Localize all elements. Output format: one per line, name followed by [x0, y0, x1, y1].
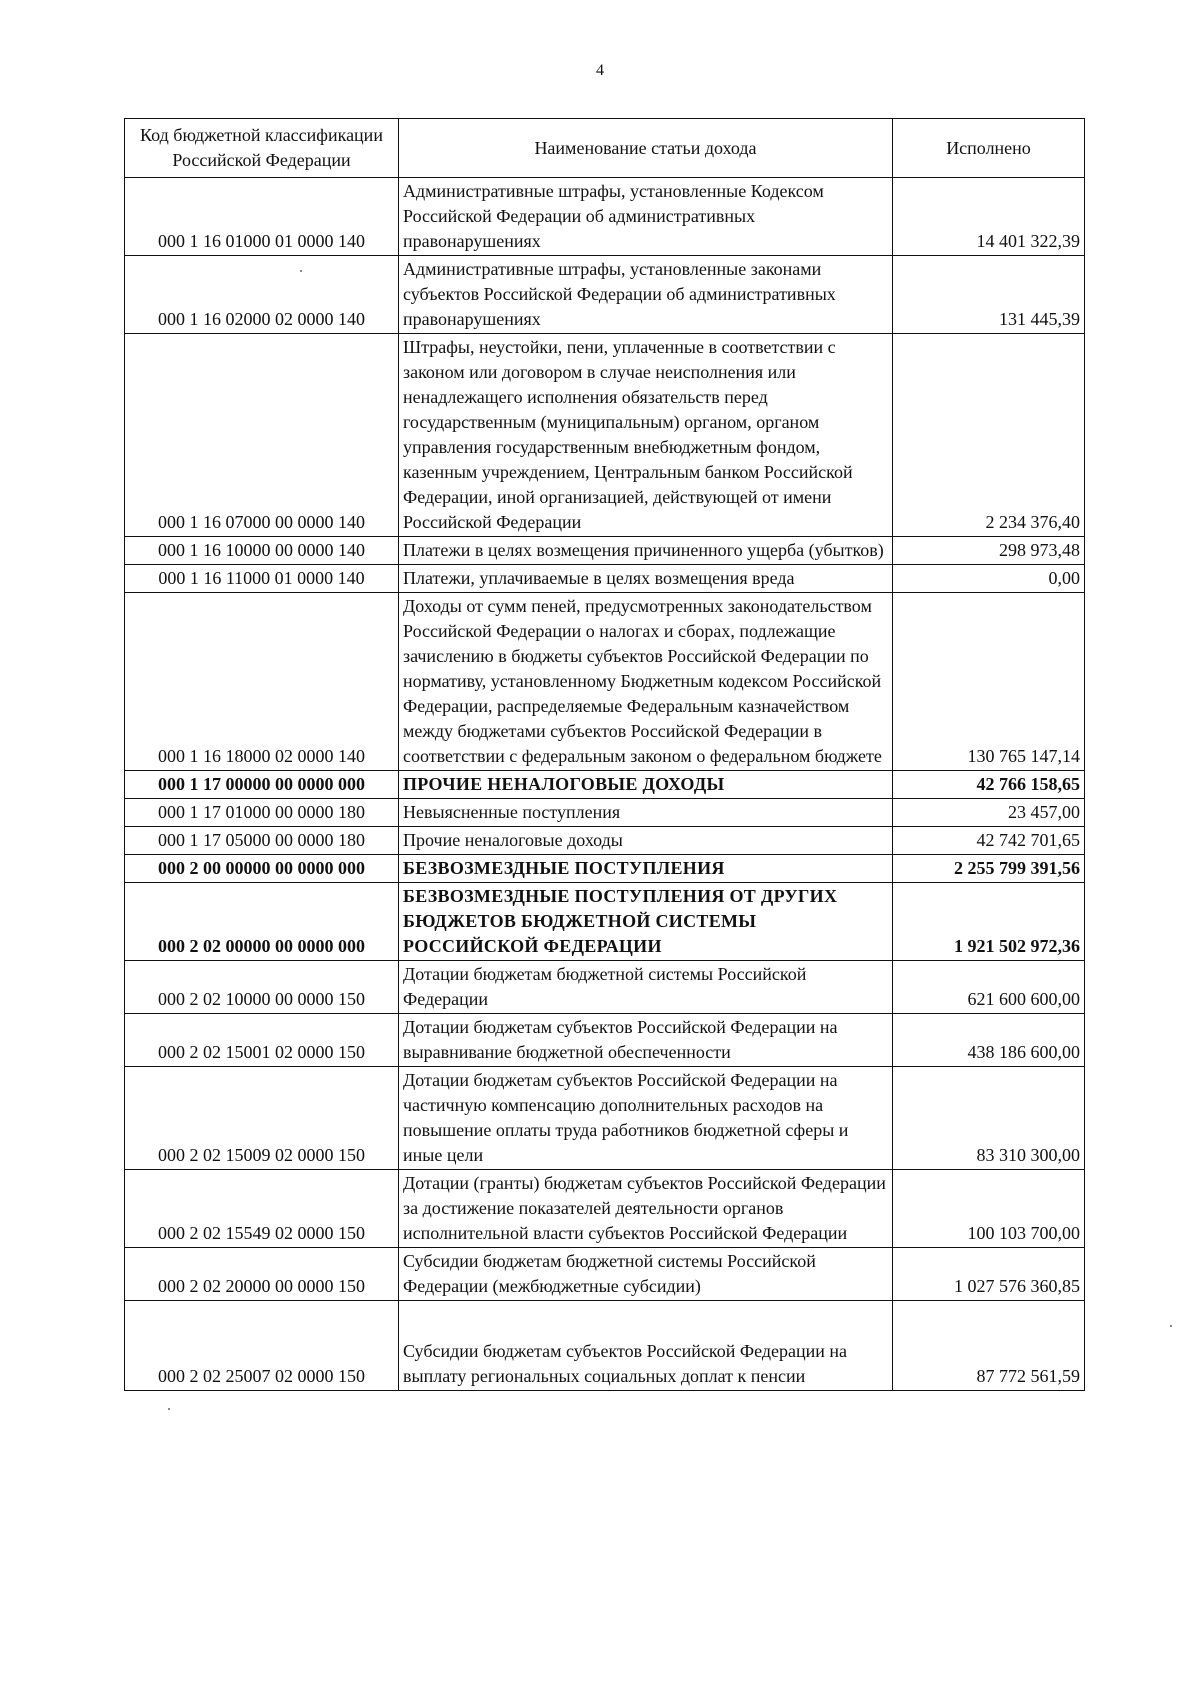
row-amount: 42 766 158,65	[893, 771, 1085, 799]
row-name: БЕЗВОЗМЕЗДНЫЕ ПОСТУПЛЕНИЯ	[399, 855, 893, 883]
row-name: Дотации бюджетам субъектов Российской Федерации на частичную компенсацию дополнительных расходов на повышение оплаты труда работников бюджетной сферы и иные цели	[399, 1067, 893, 1170]
row-amount: 621 600 600,00	[893, 961, 1085, 1014]
table-row	[125, 1014, 1085, 1067]
row-code: 000 2 00 00000 00 0000 000	[125, 855, 399, 883]
table-row	[125, 565, 1085, 593]
row-name: БЕЗВОЗМЕЗДНЫЕ ПОСТУПЛЕНИЯ ОТ ДРУГИХ БЮДЖЕТОВ БЮДЖЕТНОЙ СИСТЕМЫ РОССИЙСКОЙ ФЕДЕРАЦИИ	[399, 883, 893, 961]
row-amount: 2 255 799 391,56	[893, 855, 1085, 883]
row-amount: 130 765 147,14	[893, 593, 1085, 771]
row-name: Субсидии бюджетам субъектов Российской Федерации на выплату региональных социальных доплат к пенсии	[399, 1301, 893, 1391]
row-code: 000 2 02 15549 02 0000 150	[125, 1170, 399, 1248]
table-row	[125, 1301, 1085, 1391]
row-name: Субсидии бюджетам бюджетной системы Российской Федерации (межбюджетные субсидии)	[399, 1248, 893, 1301]
row-amount: 0,00	[893, 565, 1085, 593]
table-row	[125, 827, 1085, 855]
row-amount: 83 310 300,00	[893, 1067, 1085, 1170]
scan-speck	[168, 1408, 170, 1410]
table-row	[125, 855, 1085, 883]
header-name: Наименование статьи дохода	[399, 119, 893, 178]
row-amount: 438 186 600,00	[893, 1014, 1085, 1067]
table-row	[125, 771, 1085, 799]
row-name: ПРОЧИЕ НЕНАЛОГОВЫЕ ДОХОДЫ	[399, 771, 893, 799]
table-row	[125, 334, 1085, 537]
row-code: 000 1 16 02000 02 0000 140	[125, 256, 399, 334]
row-amount: 100 103 700,00	[893, 1170, 1085, 1248]
table-row	[125, 178, 1085, 256]
header-code: Код бюджетной классификации Российской Федерации	[125, 119, 399, 178]
row-name: Платежи в целях возмещения причиненного ущерба (убытков)	[399, 537, 893, 565]
row-amount: 1 921 502 972,36	[893, 883, 1085, 961]
row-name: Административные штрафы, установленные Кодексом Российской Федерации об административных правонарушениях	[399, 178, 893, 256]
page-number: 4	[596, 62, 604, 79]
row-code: 000 1 16 11000 01 0000 140	[125, 565, 399, 593]
table-header-row	[125, 119, 1085, 178]
table-row	[125, 883, 1085, 961]
row-name: Невыясненные поступления	[399, 799, 893, 827]
row-code: 000 1 17 00000 00 0000 000	[125, 771, 399, 799]
row-name: Административные штрафы, установленные законами субъектов Российской Федерации об административных правонарушениях	[399, 256, 893, 334]
table-row	[125, 961, 1085, 1014]
row-code: 000 1 17 05000 00 0000 180	[125, 827, 399, 855]
row-name: Дотации (гранты) бюджетам субъектов Российской Федерации за достижение показателей деятельности органов исполнительной власти субъектов Российской Федерации	[399, 1170, 893, 1248]
row-amount: 1 027 576 360,85	[893, 1248, 1085, 1301]
row-name: Платежи, уплачиваемые в целях возмещения вреда	[399, 565, 893, 593]
row-code: 000 2 02 10000 00 0000 150	[125, 961, 399, 1014]
row-code: 000 1 16 10000 00 0000 140	[125, 537, 399, 565]
table-row	[125, 593, 1085, 771]
row-amount: 23 457,00	[893, 799, 1085, 827]
table-row	[125, 1067, 1085, 1170]
row-code: 000 2 02 25007 02 0000 150	[125, 1301, 399, 1391]
table-row	[125, 256, 1085, 334]
row-name: Штрафы, неустойки, пени, уплаченные в соответствии с законом или договором в случае неисполнения или ненадлежащего исполнения обязательств перед государственным (муниципальным) органом, органом управления государственным внебюджетным фондом, казенным учреждением, Центральным банком Российской Федерации, иной организацией, действующей от имени Российской Федерации	[399, 334, 893, 537]
scan-speck	[300, 270, 302, 272]
table-row	[125, 799, 1085, 827]
row-code: 000 2 02 15009 02 0000 150	[125, 1067, 399, 1170]
row-code: 000 1 16 18000 02 0000 140	[125, 593, 399, 771]
table-body	[125, 178, 1085, 1391]
row-code: 000 1 16 01000 01 0000 140	[125, 178, 399, 256]
revenue-table	[124, 118, 1085, 1391]
row-amount: 87 772 561,59	[893, 1301, 1085, 1391]
row-name: Дотации бюджетам бюджетной системы Российской Федерации	[399, 961, 893, 1014]
table-row	[125, 537, 1085, 565]
header-executed: Исполнено	[893, 119, 1085, 178]
row-name: Дотации бюджетам субъектов Российской Федерации на выравнивание бюджетной обеспеченности	[399, 1014, 893, 1067]
row-amount: 2 234 376,40	[893, 334, 1085, 537]
row-code: 000 2 02 20000 00 0000 150	[125, 1248, 399, 1301]
row-amount: 14 401 322,39	[893, 178, 1085, 256]
table-row	[125, 1170, 1085, 1248]
row-amount: 298 973,48	[893, 537, 1085, 565]
row-name: Прочие неналоговые доходы	[399, 827, 893, 855]
row-code: 000 2 02 00000 00 0000 000	[125, 883, 399, 961]
row-code: 000 1 16 07000 00 0000 140	[125, 334, 399, 537]
scan-speck	[1170, 1325, 1172, 1327]
row-code: 000 1 17 01000 00 0000 180	[125, 799, 399, 827]
row-code: 000 2 02 15001 02 0000 150	[125, 1014, 399, 1067]
row-amount: 42 742 701,65	[893, 827, 1085, 855]
table-row	[125, 1248, 1085, 1301]
row-amount: 131 445,39	[893, 256, 1085, 334]
row-name: Доходы от сумм пеней, предусмотренных законодательством Российской Федерации о налогах и сборах, подлежащие зачислению в бюджеты субъектов Российской Федерации по нормативу, установленному Бюджетным кодексом Российской Федерации, распределяемые Федеральным казначейством между бюджетами субъектов Российской Федерации в соответствии с федеральным законом о федеральном бюджете	[399, 593, 893, 771]
